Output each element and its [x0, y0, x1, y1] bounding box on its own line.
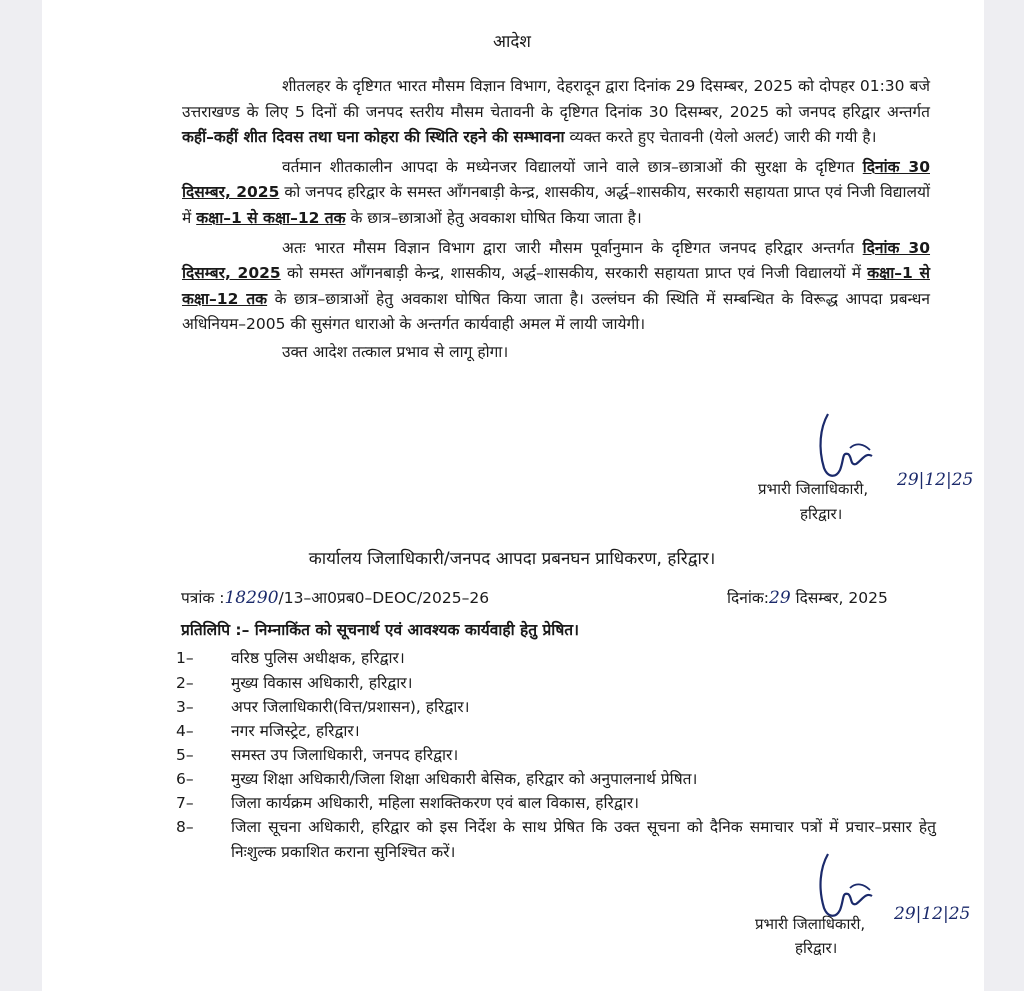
signature-scribble-1 — [790, 408, 900, 488]
paragraph-2 — [182, 155, 930, 232]
letter-number-handwritten: 18290 — [224, 588, 279, 608]
letter-date-rest: दिसम्बर, 2025 — [790, 589, 888, 607]
paragraph-3-mid: को समस्त आँगनबाड़ी केन्द्र, शासकीय, अर्द्ध–शासकीय, सरकारी सहायता प्राप्त एवं निजी विद्यालयों में — [280, 264, 868, 283]
paragraph-1-bold: कहीं–कहीं शीत दिवस तथा घना कोहरा की स्थिति रहने की सम्भावना — [182, 128, 565, 147]
copy-list-item — [176, 719, 936, 744]
letter-date-handwritten: 29 — [769, 588, 791, 608]
paragraph-3-date: दिनांक 30 दिसम्बर, 2025 — [182, 238, 931, 283]
paragraph-3-suffix: के छात्र–छात्राओं हेतु अवकाश घोषित किया जाता है। उल्लंघन की स्थिति में सम्बन्धित के विरूद्ध आपदा प्रबन्धन अधिनियम–2005 की सुसंगत धाराओ के अन्तर्गत कार्यवाही अमल में लायी जायेगी। — [182, 289, 930, 334]
copy-list-number: 3– — [176, 698, 194, 716]
copy-list-number: 5– — [176, 746, 194, 764]
copy-list-number: 1– — [176, 649, 194, 667]
paragraph-3-classes: कक्षा–1 से कक्षा–12 तक — [182, 264, 930, 308]
copy-list-number: 2– — [176, 674, 194, 692]
copy-list-number: 4– — [176, 722, 194, 740]
copy-list-item — [176, 767, 936, 792]
letter-number-label: पत्रांक : — [181, 589, 225, 607]
paragraph-2-text: वर्तमान शीतकालीन आपदा के मध्येनजर विद्यालयों जाने वाले छात्र–छात्राओं की सुरक्षा के दृष्टिगत — [282, 157, 863, 176]
signature-2-date: 29|12|25 — [894, 904, 971, 924]
copy-list-text: नगर मजिस्ट्रेट, हरिद्वार। — [231, 722, 360, 740]
signature-2-designation: प्रभारी जिलाधिकारी, — [755, 915, 866, 933]
copy-list-text: मुख्य शिक्षा अधिकारी/जिला शिक्षा अधिकारी बेसिक, हरिद्वार को अनुपालनार्थ प्रेषित। — [231, 770, 698, 788]
copy-heading: प्रतिलिपि :– निम्नाकिंत को सूचनार्थ एवं आवश्यक कार्यवाही हेतु प्रेषित। — [181, 621, 579, 639]
copy-list-item — [176, 791, 936, 816]
signature-1-designation: प्रभारी जिलाधिकारी, — [758, 480, 869, 498]
signature-2-place: हरिद्वार। — [795, 939, 838, 957]
letter-date-label: दिनांक: — [727, 589, 769, 607]
letter-number — [181, 588, 489, 608]
office-heading: कार्यालय जिलाधिकारी/जनपद आपदा प्रबनघन प्राधिकरण, हरिद्वार। — [308, 549, 716, 569]
copy-list-item — [176, 695, 936, 720]
paragraph-4: उक्त आदेश तत्काल प्रभाव से लागू होगा। — [282, 342, 509, 361]
copy-list-item — [176, 743, 936, 768]
signature-1-place: हरिद्वार। — [800, 505, 843, 523]
order-body — [182, 74, 930, 366]
letter-number-rest: /13–आ0प्रब0–DEOC/2025–26 — [278, 589, 490, 607]
paragraph-1-text: शीतलहर के दृष्टिगत भारत मौसम विज्ञान विभाग, देहरादून द्वारा दिनांक 29 दिसम्बर, 2025 को दोपहर 01:30 बजे उत्तराखण्ड के लिए 5 दिनों की जनपद स्तरीय मौसम चेतावनी के दृष्टिगत दिनांक 30 दिसम्बर, 2025 को जनपद हरिद्वार अन्तर्गत — [182, 77, 930, 121]
copy-list-text: जिला सूचना अधिकारी, हरिद्वार को इस निर्देश के साथ प्रेषित कि उक्त सूचना को दैनिक समाचार पत्रों में प्रचार–प्रसार हेतु निःशुल्क प्रकाशित कराना सुनिश्चित करें। — [231, 818, 936, 861]
copy-list-number: 6– — [176, 770, 194, 788]
copy-list-number: 8– — [176, 818, 194, 836]
copy-list-item — [176, 646, 936, 671]
paragraph-2-classes: कक्षा–1 से कक्षा–12 तक — [196, 208, 346, 227]
paragraph-3-text: अतः भारत मौसम विज्ञान विभाग द्वारा जारी मौसम पूर्वानुमान के दृष्टिगत जनपद हरिद्वार अन्तर्गत — [282, 238, 863, 257]
copy-list-text: वरिष्ठ पुलिस अधीक्षक, हरिद्वार। — [231, 649, 405, 667]
copy-list-text: मुख्य विकास अधिकारी, हरिद्वार। — [231, 674, 413, 692]
order-title: आदेश — [493, 32, 531, 52]
paragraph-1 — [182, 74, 930, 151]
copy-list-text: जिला कार्यक्रम अधिकारी, महिला सशक्तिकरण एवं बाल विकास, हरिद्वार। — [231, 794, 640, 812]
copy-list-text: समस्त उप जिलाधिकारी, जनपद हरिद्वार। — [231, 746, 459, 764]
copy-list-item — [176, 671, 936, 696]
copy-list-text: अपर जिलाधिकारी(वित्त/प्रशासन), हरिद्वार। — [231, 698, 470, 716]
copy-list-number: 7– — [176, 794, 194, 812]
letter-date — [727, 588, 888, 608]
paragraph-1-suffix: व्यक्त करते हुए चेतावनी (येलो अलर्ट) जारी की गयी है। — [564, 128, 877, 147]
paragraph-3 — [182, 236, 930, 338]
paragraph-2-suffix: के छात्र–छात्राओं हेतु अवकाश घोषित किया जाता है। — [345, 208, 642, 227]
signature-1-date: 29|12|25 — [897, 470, 974, 490]
paragraph-2-mid: को जनपद हरिद्वार के समस्त आँगनबाड़ी केन्द्र, शासकीय, अर्द्ध–शासकीय, सरकारी सहायता प्राप्त एवं निजी विद्यालयों में — [182, 183, 930, 227]
paragraph-2-date: दिनांक 30 दिसम्बर, 2025 — [182, 157, 930, 202]
